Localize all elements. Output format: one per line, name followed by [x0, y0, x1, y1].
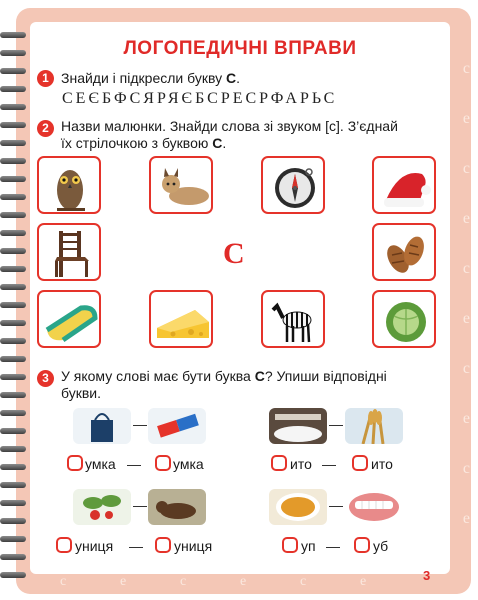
owl-icon [39, 158, 101, 214]
picture-bag [73, 408, 131, 444]
answer-box[interactable] [354, 537, 370, 553]
center-letter[interactable]: С [223, 237, 245, 270]
page-title: ЛОГОПЕДИЧНІ ВПРАВИ [123, 38, 357, 59]
word-left: ито [290, 456, 312, 472]
cabbage-icon [374, 292, 436, 348]
task-3-instruction [61, 368, 387, 402]
teeth-icon [345, 489, 403, 525]
picture-soup [269, 489, 327, 525]
pair-dash: — [127, 456, 141, 472]
card-cheese[interactable] [149, 290, 213, 348]
answer-box[interactable] [67, 455, 83, 471]
picture-eraser [148, 408, 206, 444]
task-number-3: 3 [37, 370, 54, 387]
task-number-2: 2 [37, 120, 54, 137]
answer-box[interactable] [155, 455, 171, 471]
answer-box[interactable] [282, 537, 298, 553]
pair-dash: — [133, 416, 147, 432]
eraser-icon [148, 408, 206, 444]
card-santa-hat[interactable] [372, 156, 436, 214]
word-right: ито [371, 456, 393, 472]
picture-otter [148, 489, 206, 525]
card-chair[interactable] [37, 223, 101, 281]
task-2-line-1: Назви малюнки. Знайди слова зі звуком [с]. З’єднай [61, 118, 398, 134]
soup-icon [269, 489, 327, 525]
wheat-icon [345, 408, 403, 444]
picture-teeth [345, 489, 403, 525]
card-compass[interactable] [261, 156, 325, 214]
answer-box[interactable] [352, 455, 368, 471]
chair-icon [39, 225, 101, 281]
card-cabbage[interactable] [372, 290, 436, 348]
otter-icon [148, 489, 206, 525]
card-pine-cones[interactable] [372, 223, 436, 281]
task-2-letter: С [212, 135, 223, 151]
card-lynx[interactable] [149, 156, 213, 214]
task-1-instruction: Знайди і підкресли букву С. [61, 70, 240, 86]
task-number-1: 1 [37, 70, 54, 87]
task-3-line-1-suffix: ? Упиши відповідні [264, 368, 387, 384]
word-right: униця [174, 538, 213, 554]
pair-dash: — [133, 497, 147, 513]
picture-wheat [345, 408, 403, 444]
task-3-line-2: букви. [61, 385, 101, 401]
pair-dash: — [322, 456, 336, 472]
pencil-case-icon [39, 292, 101, 348]
workbook-page: с е с е с е с е с е с е с е с е ЛОГОПЕДИЧНІ ВПРАВИ 1 Знайди і підкресли букву С. СЕЄБФСЯРЯЄБСРЕСРФАРЬС 2 Назви малюнки. Знайди слова зі звуком [с]. З’єднай їх стрілочкою з буквою С. С 3 У якому слові має бути буква С? Упиши відповідні букви. — — умка — умка ито — ито — — униця — униця уп — уб 3 [0, 0, 478, 600]
picture-strawberry [73, 489, 131, 525]
picture-salt [269, 408, 327, 444]
page-number: 3 [423, 568, 431, 583]
lynx-icon [151, 158, 213, 214]
card-owl[interactable] [37, 156, 101, 214]
task-1-letter: С [225, 70, 237, 86]
pine-cones-icon [374, 225, 436, 281]
answer-box[interactable] [56, 537, 72, 553]
task-3-letter: С [254, 368, 265, 384]
answer-box[interactable] [155, 537, 171, 553]
word-left: уп [301, 538, 316, 554]
pair-dash: — [329, 497, 343, 513]
card-zebra[interactable] [261, 290, 325, 348]
pair-dash: — [129, 538, 143, 554]
word-right: умка [173, 456, 204, 472]
task-1-text: Знайди і підкресли букву [61, 70, 223, 86]
pair-dash: — [326, 538, 340, 554]
bag-icon [73, 408, 131, 444]
word-left: умка [85, 456, 116, 472]
word-left: униця [75, 538, 114, 554]
answer-box[interactable] [271, 455, 287, 471]
card-pencil-case[interactable] [37, 290, 101, 348]
word-right: уб [373, 538, 389, 554]
task-3-line-1: У якому слові має бути буква [61, 368, 251, 384]
pair-dash: — [329, 416, 343, 432]
zebra-icon [263, 292, 325, 348]
task-2-line-2: їх стрілочкою з буквою [61, 135, 209, 151]
letter-sequence[interactable]: СЕЄБФСЯРЯЄБСРЕСРФАРЬС [62, 90, 338, 107]
task-2-instruction: Назви малюнки. Знайди слова зі звуком [с]. З’єднай їх стрілочкою з буквою С. [61, 118, 398, 151]
salt-icon [269, 408, 327, 444]
cheese-icon [151, 292, 213, 348]
santa-hat-icon [374, 158, 436, 214]
strawberry-icon [73, 489, 131, 525]
compass-icon [263, 158, 325, 214]
